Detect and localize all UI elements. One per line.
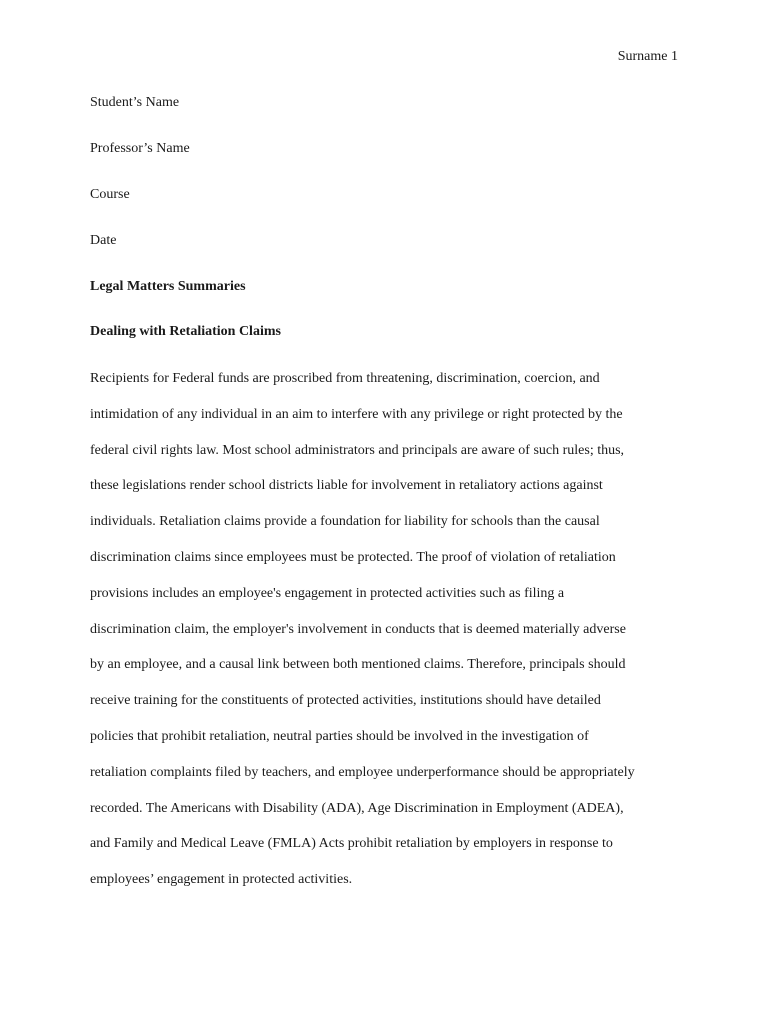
document-title: Legal Matters Summaries (90, 279, 246, 294)
body-line: and Family and Medical Leave (FMLA) Acts prohibit retaliation by employers in response to (90, 836, 613, 852)
professor-name: Professor’s Name (90, 141, 190, 156)
body-line: recorded. The Americans with Disability (ADA), Age Discrimination in Employment (ADEA), (90, 800, 624, 816)
body-line: receive training for the constituents of protected activities, institutions should have detailed (90, 693, 601, 709)
body-line: these legislations render school districts liable for involvement in retaliatory actions against (90, 478, 603, 494)
body-line: retaliation complaints filed by teachers, and employee underperformance should be appropriately (90, 764, 635, 780)
section-title: Dealing with Retaliation Claims (90, 324, 281, 339)
body-line: individuals. Retaliation claims provide a foundation for liability for schools than the causal (90, 514, 600, 530)
body-line: provisions includes an employee's engagement in protected activities such as filing a (90, 585, 565, 601)
date: Date (90, 233, 117, 248)
body-line: federal civil rights law. Most school administrators and principals are aware of such rules; thus, (90, 442, 625, 458)
body-line: intimidation of any individual in an aim to interfere with any privilege or right protected by the (90, 406, 623, 422)
body-line: Recipients for Federal funds are proscribed from threatening, discrimination, coercion, and (90, 371, 600, 386)
body-line: discrimination claims since employees must be protected. The proof of violation of retaliation (90, 549, 616, 565)
body-line: employees’ engagement in protected activities. (90, 872, 353, 888)
body-line: discrimination claim, the employer's involvement in conducts that is deemed materially adverse (90, 621, 626, 637)
course-name: Course (90, 187, 130, 202)
body-paragraph (90, 369, 690, 906)
body-line: policies that prohibit retaliation, neutral parties should be involved in the investigation of (90, 728, 589, 744)
body-line: by an employee, and a causal link between both mentioned claims. Therefore, principals should (90, 657, 626, 673)
student-name: Student’s Name (90, 95, 180, 110)
running-head: Surname 1 (617, 49, 678, 64)
